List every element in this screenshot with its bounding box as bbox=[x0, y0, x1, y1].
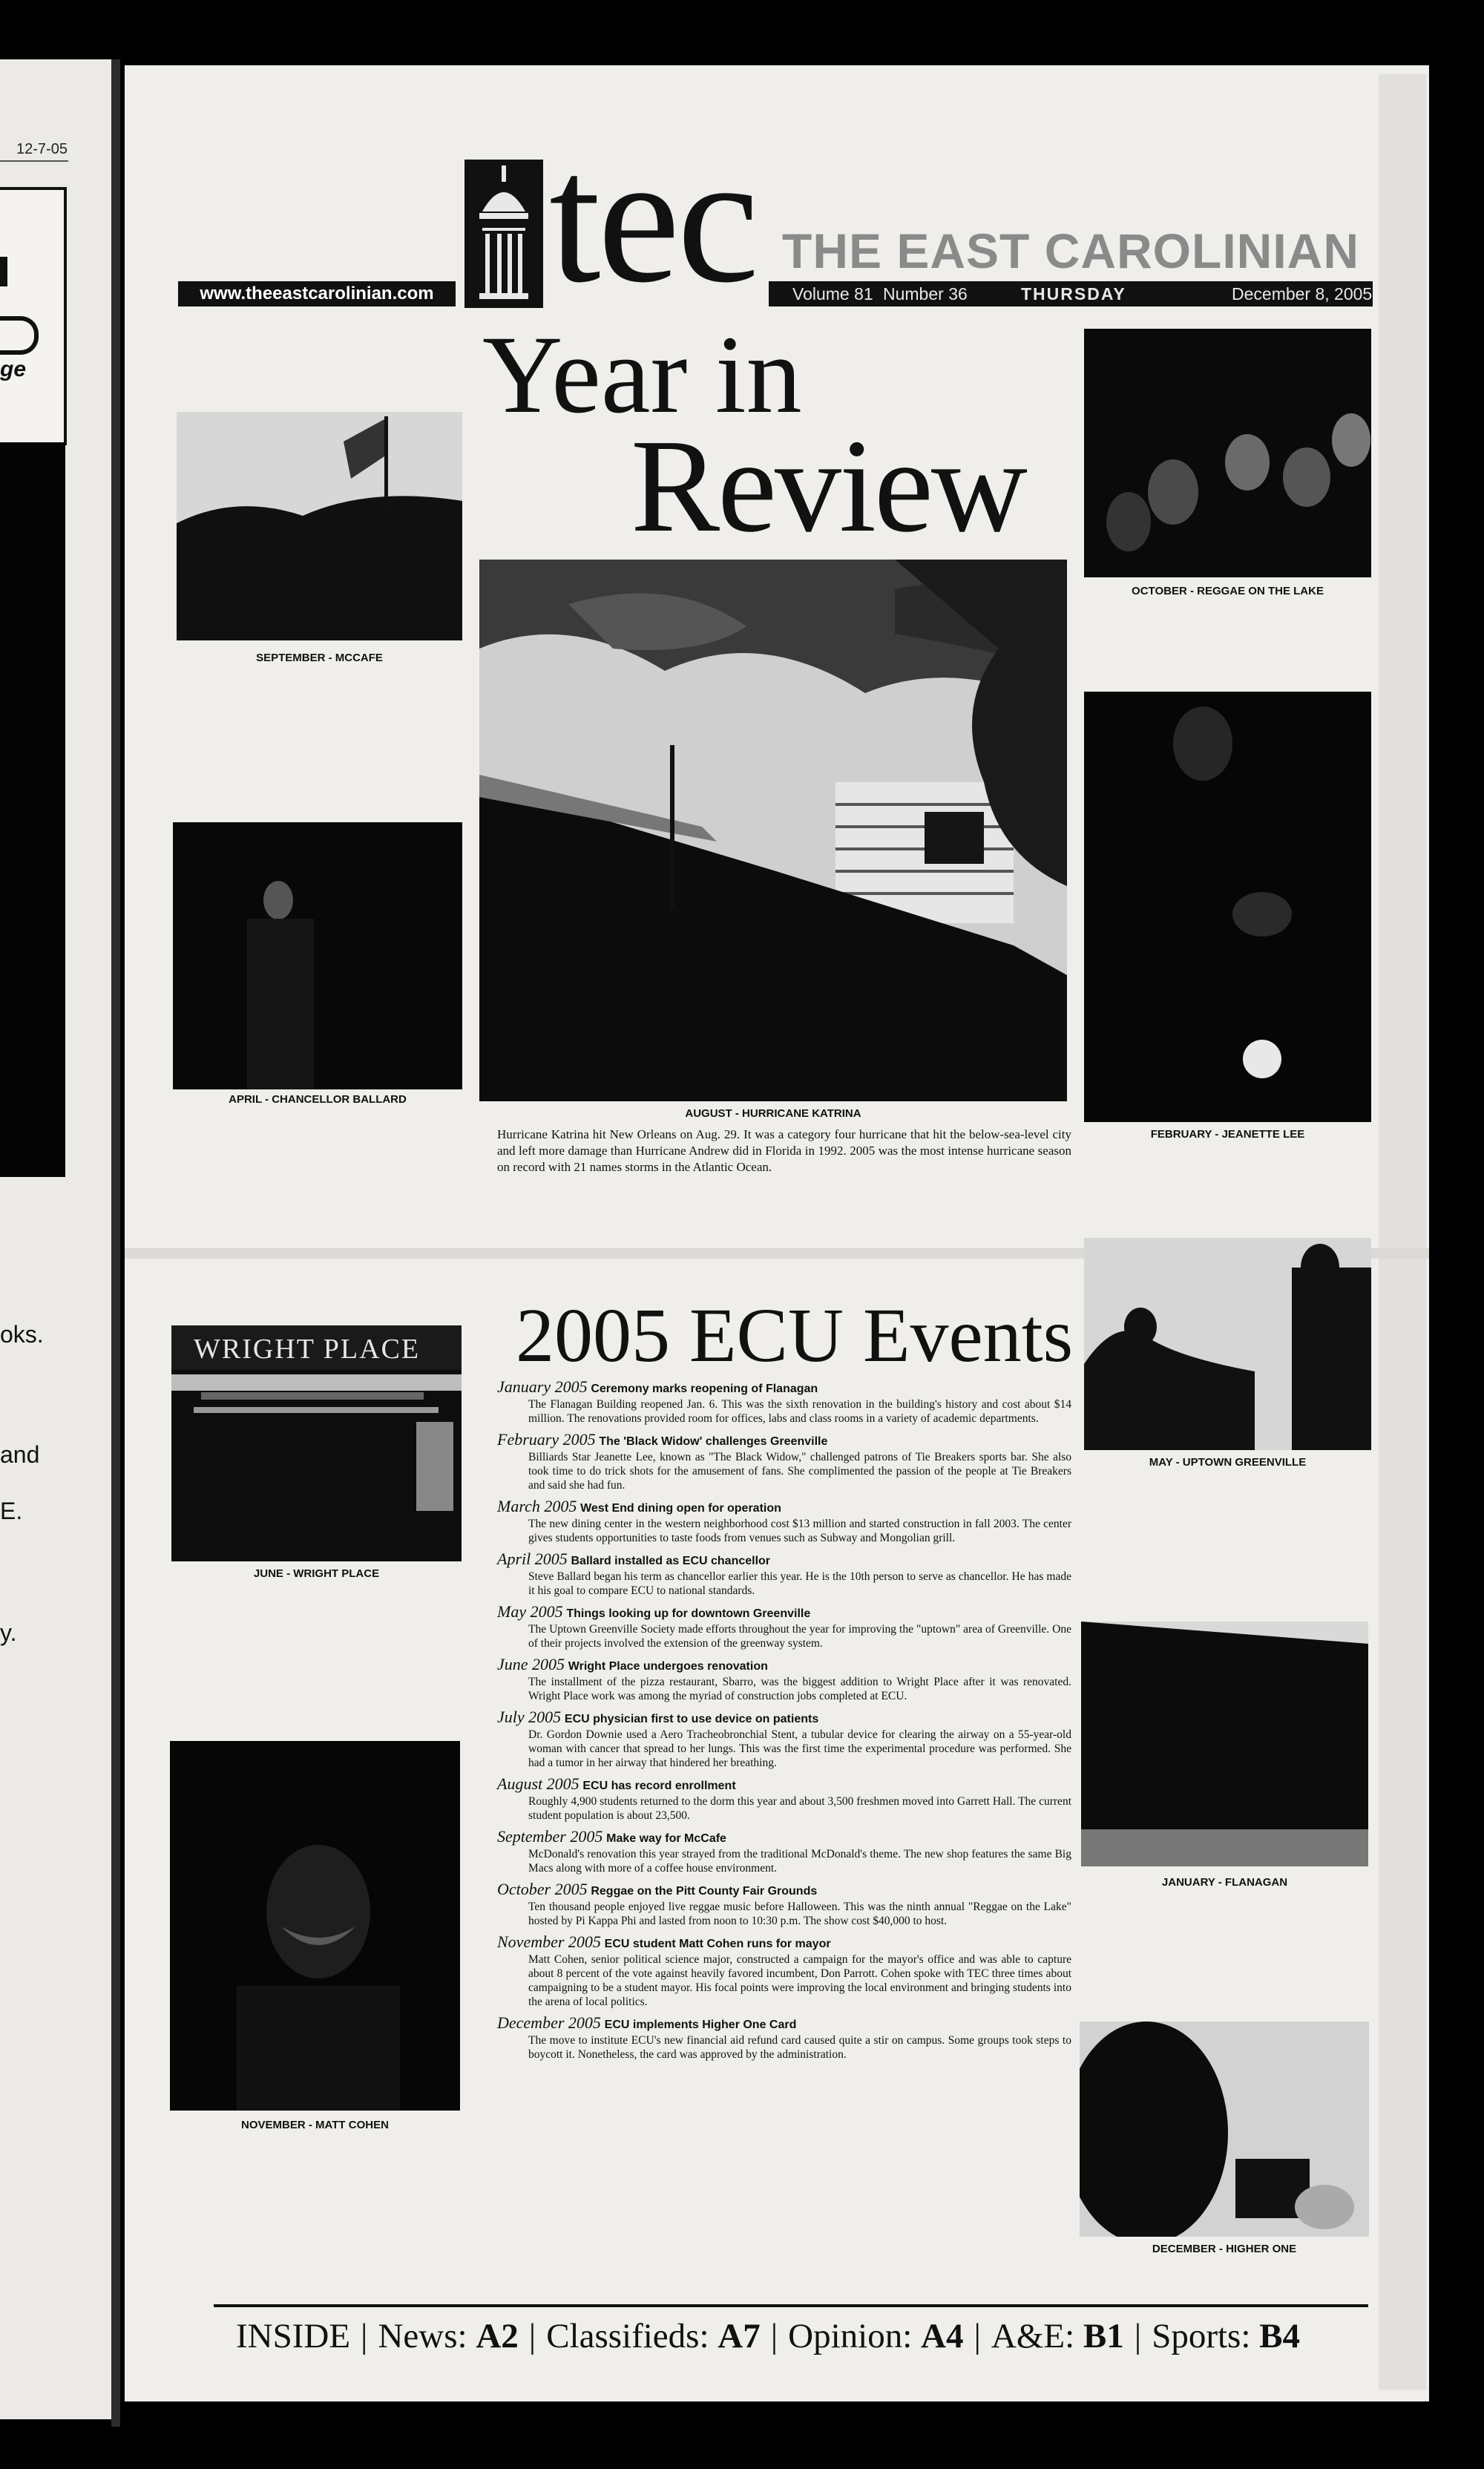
event-body: Roughly 4,900 students returned to the dorm this year and about 3,500 freshmen moved into Garrett Hall. The current student population is about 23,500. bbox=[528, 1795, 1071, 1822]
ad-box: ge bbox=[0, 187, 67, 445]
event-month: April 2005 bbox=[497, 1550, 568, 1568]
inside-item-ae[interactable]: A&E: B1 bbox=[991, 2317, 1124, 2355]
issue-number: Number 36 bbox=[883, 284, 968, 304]
photo-december bbox=[1080, 2022, 1369, 2237]
event-title: Reggae on the Pitt County Fair Grounds bbox=[591, 1885, 818, 1898]
event-month: August 2005 bbox=[497, 1774, 580, 1793]
caption-january: JANUARY - FLANAGAN bbox=[1161, 1876, 1288, 1889]
issue-date: December 8, 2005 bbox=[1232, 284, 1373, 304]
event-title: Ceremony marks reopening of Flanagan bbox=[591, 1383, 818, 1395]
caption-may: MAY - UPTOWN GREENVILLE bbox=[1149, 1456, 1307, 1469]
event-month: November 2005 bbox=[497, 1932, 601, 1951]
caption-september: SEPTEMBER - MCCAFE bbox=[256, 652, 383, 664]
event-title: Things looking up for downtown Greenville bbox=[566, 1607, 811, 1620]
caption-february: FEBRUARY - JEANETTE LEE bbox=[1150, 1128, 1305, 1141]
issue-info-bar bbox=[769, 281, 1373, 306]
event-month: May 2005 bbox=[497, 1602, 563, 1621]
event-body: The installment of the pizza restaurant, Sbarro, was the biggest addition to Wright Place after it was renovated. Wright Place work was among the myriad of construction jobs completed at ECU. bbox=[528, 1676, 1071, 1702]
event-body: The move to institute ECU's new financial aid refund card caused quite a stir on campus. Some groups took steps to boycott it. Nonetheless, the card was approved by the administration. bbox=[528, 2034, 1071, 2061]
events-headline: 2005 ECU Events bbox=[516, 1293, 1074, 1378]
event-body: The Uptown Greenville Society made efforts throughout the year for improving the "uptown" area of Greenville. One of their projects involved the extension of the greenway system. bbox=[528, 1623, 1071, 1650]
caption-april: APRIL - CHANCELLOR BALLARD bbox=[229, 1093, 407, 1106]
event-january bbox=[497, 1379, 1071, 1426]
event-month: June 2005 bbox=[497, 1655, 565, 1673]
event-september bbox=[497, 1829, 1071, 1875]
inside-item-sports[interactable]: Sports: B4 bbox=[1152, 2317, 1301, 2355]
caption-june: JUNE - WRIGHT PLACE bbox=[253, 1567, 380, 1580]
event-month: February 2005 bbox=[497, 1430, 596, 1449]
photo-hurricane-katrina bbox=[479, 560, 1067, 1101]
event-body: McDonald's renovation this year strayed from the traditional McDonald's theme. The new shop features the same Big Macs along with more of a coffee house environment. bbox=[528, 1848, 1071, 1875]
event-title: Ballard installed as ECU chancellor bbox=[571, 1555, 771, 1567]
event-month: July 2005 bbox=[497, 1708, 562, 1726]
caption-december: DECEMBER - HIGHER ONE bbox=[1152, 2243, 1297, 2255]
page-gutter bbox=[111, 59, 120, 2427]
tec-logo: tec bbox=[549, 116, 757, 321]
event-title: The 'Black Widow' challenges Greenville bbox=[599, 1435, 828, 1448]
event-november bbox=[497, 1934, 1071, 2009]
volume: Volume 81 bbox=[792, 284, 873, 304]
event-december bbox=[497, 2015, 1071, 2062]
event-month: March 2005 bbox=[497, 1497, 577, 1515]
filing-date: 12-7-05 bbox=[16, 141, 68, 157]
photo-november bbox=[170, 1741, 460, 2111]
ad-black-block bbox=[0, 442, 65, 1177]
text-fragment: and bbox=[0, 1441, 40, 1468]
event-may bbox=[497, 1604, 1071, 1650]
event-august bbox=[497, 1776, 1071, 1823]
event-title: Make way for McCafe bbox=[606, 1832, 726, 1845]
event-body: Matt Cohen, senior political science major, constructed a campaign for the mayor's office and was able to capture about 8 percent of the vote against heavily favored incumbent, Don Parrott. Cohen spoke with TEC three times about campaigning to be a student mayor. His focal points were improving the local environment and bringing students into the arena of local politics. bbox=[528, 1953, 1071, 2008]
event-body: The new dining center in the western neighborhood cost $13 million and started construction in fall 2003. The center gives students opportunities to taste foods from venues such as Subway and Mongolian grill. bbox=[528, 1518, 1071, 1544]
event-month: January 2005 bbox=[497, 1377, 588, 1396]
cupola-logo-icon bbox=[464, 160, 543, 308]
photo-june bbox=[171, 1325, 462, 1561]
event-title: ECU implements Higher One Card bbox=[604, 2019, 797, 2031]
event-body: Dr. Gordon Downie used a Aero Tracheobronchial Stent, a tubular device for clearing the airway on a 55-year-old woman with cancer that spread to her lungs. This was the first time the experimental procedure was performed. She had a tumor in her airway that hindered her breathing. bbox=[528, 1728, 1071, 1769]
photo-may bbox=[1084, 1238, 1371, 1450]
paper-name: THE EAST CAROLINIAN bbox=[782, 223, 1359, 278]
photo-february bbox=[1084, 692, 1371, 1122]
photo-january bbox=[1081, 1622, 1368, 1866]
event-title: ECU physician first to use device on patients bbox=[564, 1713, 819, 1725]
event-title: Wright Place undergoes renovation bbox=[568, 1660, 768, 1673]
headline-year-in: Year in bbox=[482, 313, 802, 436]
event-month: September 2005 bbox=[497, 1827, 603, 1846]
inside-label: INSIDE bbox=[236, 2317, 351, 2355]
event-june bbox=[497, 1656, 1071, 1703]
page-edge bbox=[1379, 74, 1426, 2390]
event-october bbox=[497, 1881, 1071, 1928]
photo-april bbox=[173, 822, 462, 1089]
text-fragment: y. bbox=[0, 1619, 17, 1646]
website-url: www.theeastcarolinian.com bbox=[178, 281, 456, 306]
event-body: Ten thousand people enjoyed live reggae music before Halloween. This was the ninth annual "Reggae on the Lake" hosted by Pi Kappa Phi and lasted from noon to 10:30 p.m. The show cost $40,000 to host. bbox=[528, 1901, 1071, 1927]
event-title: ECU has record enrollment bbox=[582, 1780, 736, 1792]
event-body: Billiards Star Jeanette Lee, known as "The Black Widow," challenged patrons of Tie Breakers sports bar. She also took time to do trick shots for the amusement of fans. She complimented the passion of the people at Tie Breakers and said she had fun. bbox=[528, 1451, 1071, 1492]
inside-item-news[interactable]: News: A2 bbox=[378, 2317, 519, 2355]
caption-november: NOVEMBER - MATT COHEN bbox=[241, 2119, 389, 2131]
photo-october bbox=[1084, 329, 1371, 577]
event-body: The Flanagan Building reopened Jan. 6. This was the sixth renovation in the building's history and cost about $14 million. The renovations provided room for offices, labs and class rooms in a variety of academic departments. bbox=[528, 1398, 1071, 1425]
inside-item-opinion[interactable]: Opinion: A4 bbox=[788, 2317, 964, 2355]
caption-october: OCTOBER - REGGAE ON THE LAKE bbox=[1132, 585, 1324, 597]
event-title: ECU student Matt Cohen runs for mayor bbox=[604, 1938, 831, 1950]
event-title: West End dining open for operation bbox=[580, 1502, 781, 1515]
footer-rule bbox=[214, 2304, 1368, 2307]
event-body: Steve Ballard began his term as chancellor earlier this year. He is the 10th person to serve as chancellor. He has made it his goal to compare ECU to national standards. bbox=[528, 1570, 1071, 1597]
divider bbox=[0, 160, 68, 162]
caption-hurricane-katrina: AUGUST - HURRICANE KATRINA bbox=[685, 1107, 861, 1120]
event-february bbox=[497, 1432, 1071, 1492]
wright-place-sign: WRIGHT PLACE bbox=[194, 1334, 421, 1365]
event-july bbox=[497, 1709, 1071, 1770]
event-april bbox=[497, 1551, 1071, 1598]
inside-item-classifieds[interactable]: Classifieds: A7 bbox=[546, 2317, 761, 2355]
photo-september bbox=[177, 412, 462, 640]
katrina-story: Hurricane Katrina hit New Orleans on Aug. 29. It was a category four hurricane that hit the below-sea-level city and left more damage than Hurricane Andrew did in Florida in 1992. 2005 was the most intense hurricane season on record with 21 names storms in the Atlantic Ocean. bbox=[497, 1127, 1071, 1174]
day: THURSDAY bbox=[1021, 284, 1126, 304]
event-month: December 2005 bbox=[497, 2013, 601, 2032]
events-list bbox=[497, 1379, 1071, 2068]
event-month: October 2005 bbox=[497, 1880, 588, 1898]
text-fragment: oks. bbox=[0, 1321, 44, 1348]
headline-review: Review bbox=[631, 412, 1025, 560]
event-march bbox=[497, 1498, 1071, 1545]
inside-index: INSIDE | News: A2 | Classifieds: A7 | Opinion: A4 | A&E: B1 | Sports: B4 bbox=[236, 2317, 1301, 2355]
text-fragment: E. bbox=[0, 1498, 23, 1524]
